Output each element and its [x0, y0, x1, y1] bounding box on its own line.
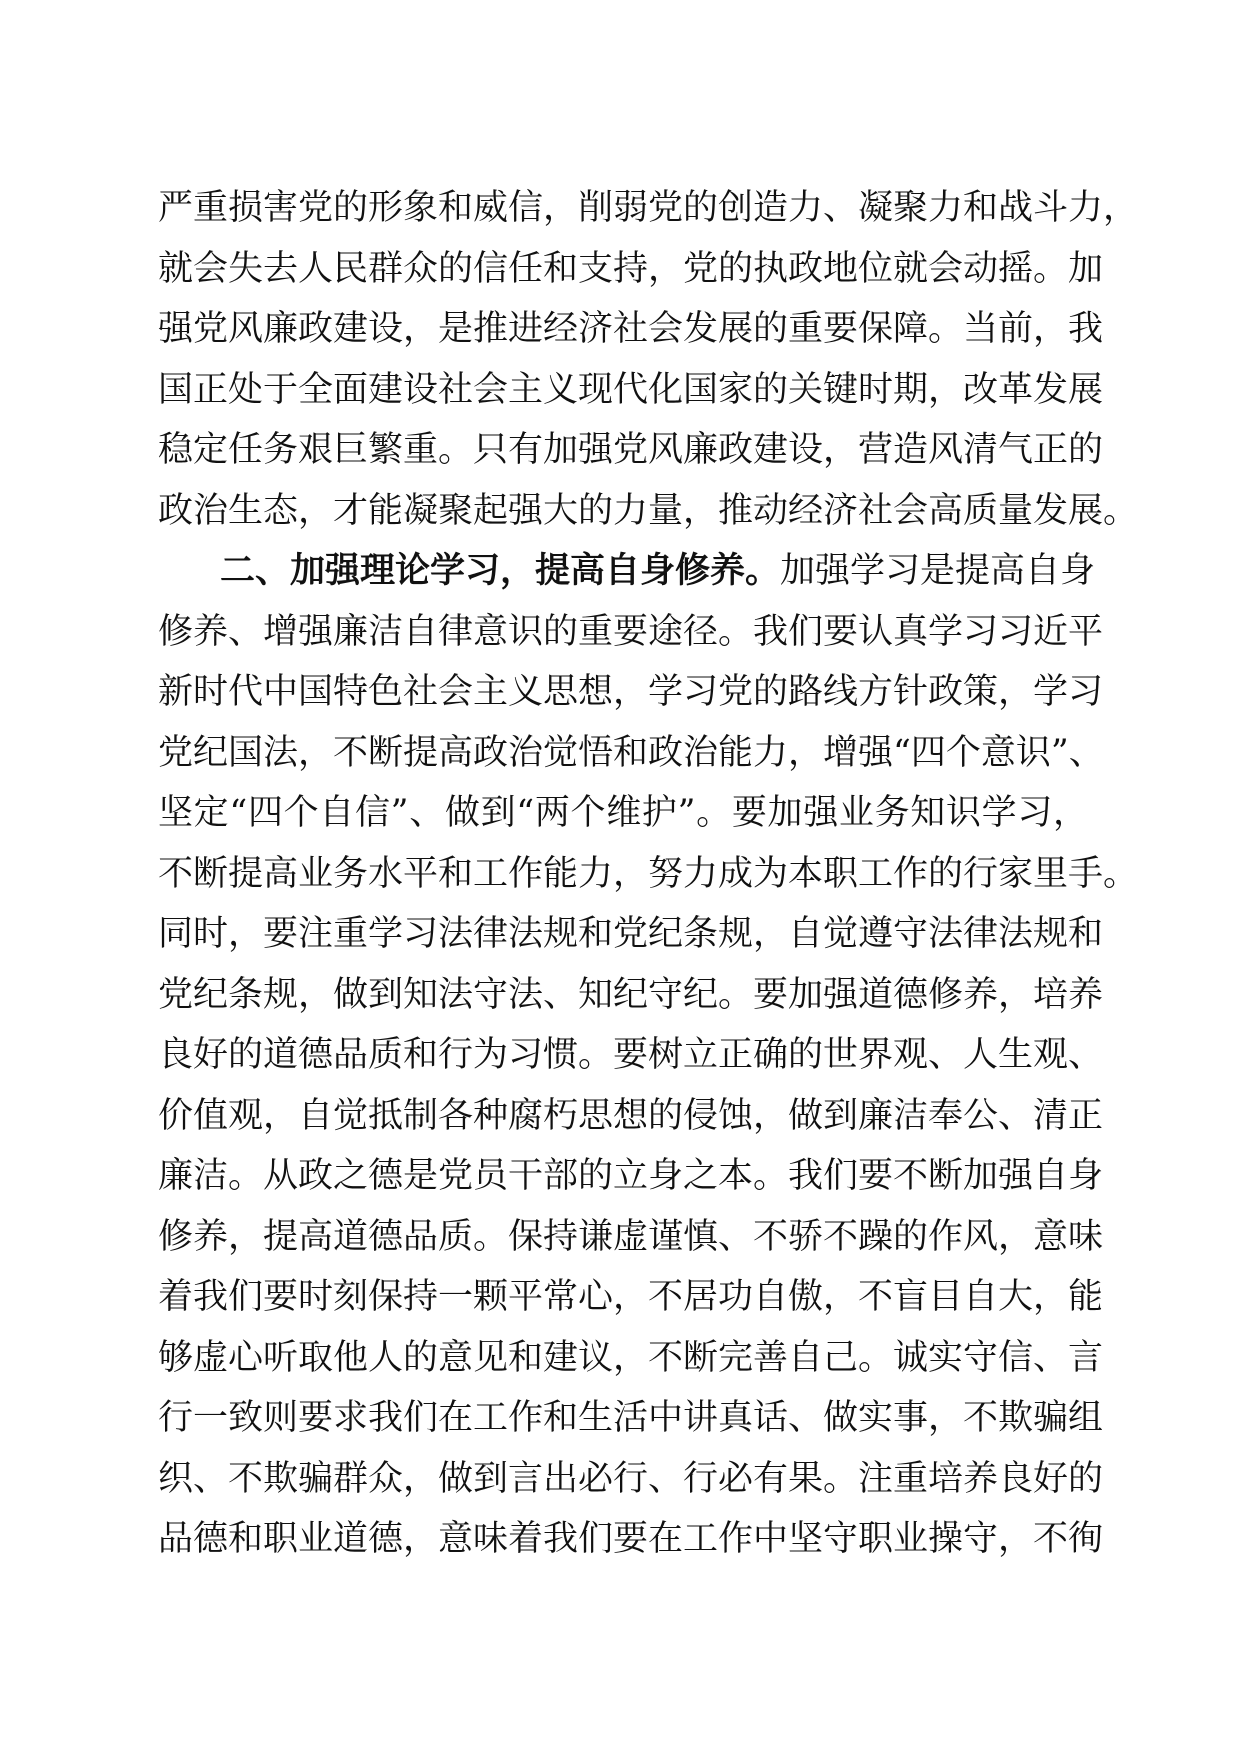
document-body [158, 178, 1139, 1570]
paragraph-line: 党纪国法，不断提高政治觉悟和政治能力，增强“四个意识”、 [158, 732, 1104, 773]
paragraph-line: 修养、增强廉洁自律意识的重要途径。我们要认真学习习近平 [158, 611, 1104, 652]
paragraph-line: 廉洁。从政之德是党员干部的立身之本。我们要不断加强自身 [158, 1156, 1104, 1196]
paragraph-first-line-text: 加强学习是提高自身 [780, 551, 1096, 591]
paragraph-line: 修养，提高道德品质。保持谦虚谨慎、不骄不躁的作风，意味 [158, 1216, 1104, 1257]
paragraph-line: 稳定任务艰巨繁重。只有加强党风廉政建设，营造风清气正的 [158, 430, 1104, 470]
paragraph-line: 价值观，自觉抵制各种腐朽思想的侵蚀，做到廉洁奉公、清正 [158, 1095, 1104, 1136]
paragraph-line: 新时代中国特色社会主义思想，学习党的路线方针政策，学习 [158, 672, 1104, 712]
paragraph-line: 政治生态，才能凝聚起强大的力量，推动经济社会高质量发展。 [158, 490, 1139, 531]
paragraph-line: 就会失去人民群众的信任和支持，党的执政地位就会动摇。加 [158, 248, 1104, 289]
paragraph-first-line [158, 541, 1096, 602]
paragraph-2 [158, 541, 1139, 1570]
paragraph-line: 强党风廉政建设，是推进经济社会发展的重要保障。当前，我 [158, 309, 1104, 349]
paragraph-line: 行一致则要求我们在工作和生活中讲真话、做实事，不欺骗组 [158, 1398, 1104, 1438]
paragraph-line: 坚定“四个自信”、做到“两个维护”。要加强业务知识学习， [158, 793, 1088, 833]
paragraph-line: 严重损害党的形象和威信，削弱党的创造力、凝聚力和战斗力， [158, 188, 1139, 228]
paragraph-line: 织、不欺骗群众，做到言出必行、行必有果。注重培养良好的 [158, 1458, 1104, 1499]
paragraph-line: 不断提高业务水平和工作能力，努力成为本职工作的行家里手。 [158, 853, 1139, 894]
paragraph-1 [158, 178, 1139, 541]
paragraph-line: 同时，要注重学习法律法规和党纪条规，自觉遵守法律法规和 [158, 914, 1104, 954]
paragraph-line: 良好的道德品质和行为习惯。要树立正确的世界观、人生观、 [158, 1035, 1104, 1075]
paragraph-line: 国正处于全面建设社会主义现代化国家的关键时期，改革发展 [158, 369, 1104, 410]
paragraph-line: 着我们要时刻保持一颗平常心，不居功自傲，不盲目自大，能 [158, 1277, 1104, 1317]
paragraph-line: 品德和职业道德，意味着我们要在工作中坚守职业操守，不徇 [158, 1519, 1104, 1559]
section-heading: 二、加强理论学习，提高自身修养。 [220, 551, 781, 591]
paragraph-line: 够虚心听取他人的意见和建议，不断完善自己。诚实守信、言 [158, 1337, 1104, 1378]
paragraph-line: 党纪条规，做到知法守法、知纪守纪。要加强道德修养，培养 [158, 974, 1104, 1015]
